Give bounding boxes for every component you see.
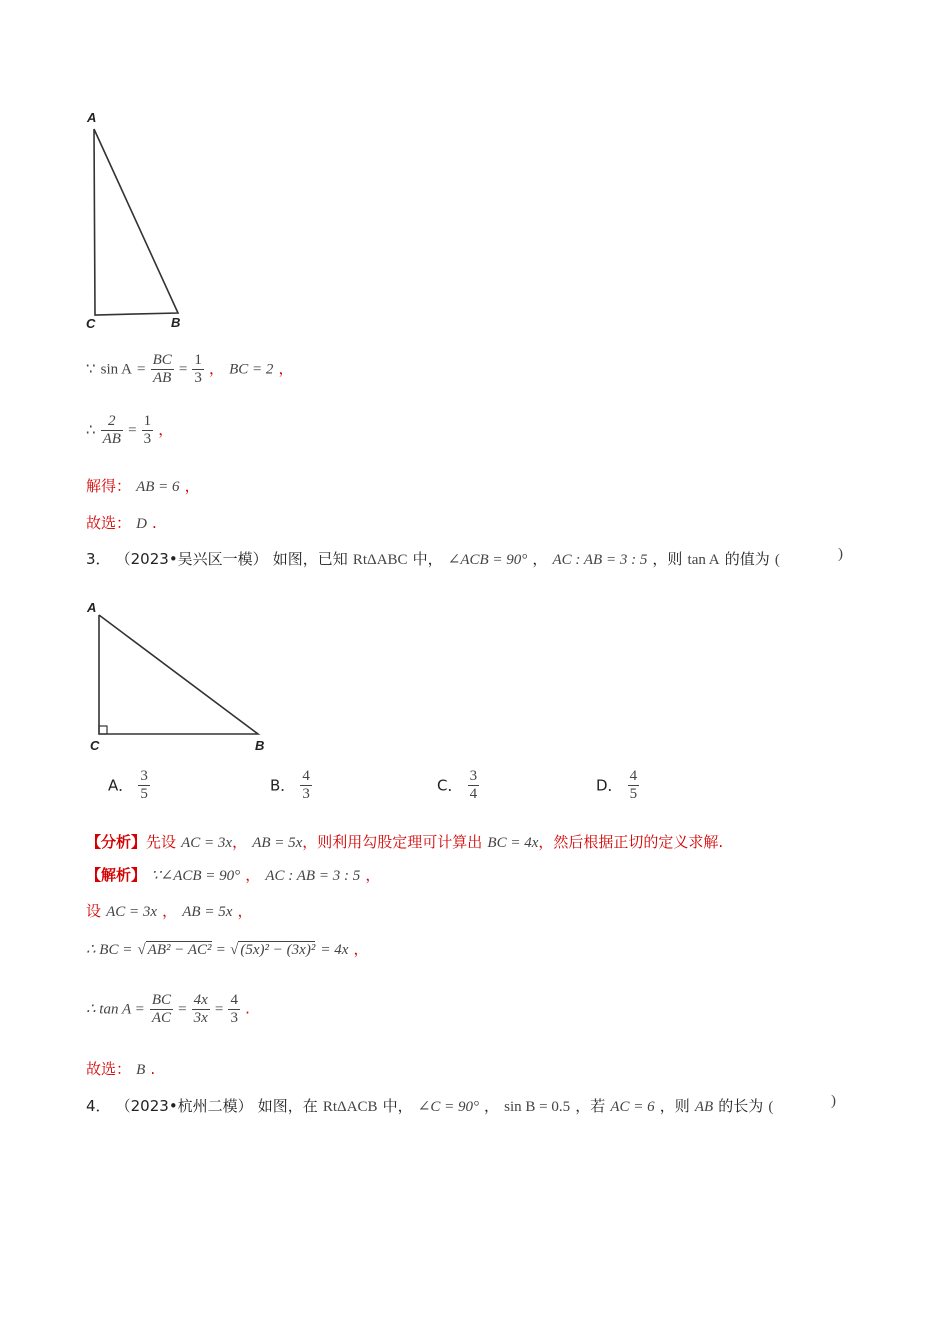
triangle-1-outline bbox=[94, 129, 178, 315]
sqrt-5x-3x: (5x)² − (3x)² bbox=[240, 942, 316, 958]
sqrt-ab-ac: AB² − AC² bbox=[147, 942, 212, 958]
vertex-b-label-2: B bbox=[255, 738, 265, 753]
question-3: 3． （2023•吴兴区一模） 如图，已知 RtΔABC 中， ∠ACB = 90° ， AC : AB = 3 : 5 ，则 tan A 的值为 ( bbox=[86, 550, 780, 568]
sol3-guxuan-line: 故选： B . bbox=[86, 1060, 156, 1078]
question-4: 4． （2023•杭州二模） 如图，在 RtΔACB 中， ∠C = 90° ， sin B = 0.5 ，若 AC = 6 ，则 AB 的长为 ( bbox=[86, 1097, 774, 1115]
sol3-jiexi-line: 【解析】 ∵∠ACB = 90° ， AC : AB = 3 : 5 ， bbox=[86, 866, 381, 884]
sol2-therefore-line: ∴ $\frac{2}{AB}$ = $\frac{1}{3}$ ， bbox=[86, 413, 174, 447]
sol3-bc-line: ∴ BC = √ AB² − AC² = √ (5x)² − (3x)² = 4x ， bbox=[86, 940, 369, 958]
fraction-1-3-b: $\frac{1}{3}$ bbox=[143, 413, 152, 447]
sol2-guxuan-line: 故选： D . bbox=[86, 514, 157, 532]
triangle-figure-1 bbox=[80, 105, 200, 340]
fraction-bc-ac: $\frac{BC}{AC}$ bbox=[151, 992, 171, 1026]
triangle-figure-2 bbox=[80, 600, 280, 755]
vertex-c-label-2: C bbox=[90, 738, 100, 753]
question-3-paren-close: ) bbox=[838, 546, 843, 562]
vertex-b-label-1: B bbox=[171, 315, 181, 330]
vertex-c-label-1: C bbox=[86, 316, 96, 331]
fraction-1-3: $\frac{1}{3}$ bbox=[194, 352, 202, 386]
option-b[interactable]: B． $\frac{4}{3}$ bbox=[270, 768, 310, 802]
triangle-2-outline bbox=[99, 615, 258, 734]
sol2-sin-line: ∵ sin A = $\frac{BC}{AB}$ = $\frac{1}{3}$ ， BC = 2 ， bbox=[86, 352, 294, 386]
option-a[interactable]: A． $\frac{3}{5}$ bbox=[108, 768, 148, 802]
right-angle-marker bbox=[99, 726, 107, 734]
option-c[interactable]: C． $\frac{3}{4}$ bbox=[437, 768, 478, 802]
sol3-analysis: 【分析】先设 AC = 3x， AB = 5x，则利用勾股定理可计算出 BC = 4x，然后根据正切的定义求解. bbox=[86, 833, 724, 851]
sol3-she-line: 设 AC = 3x ， AB = 5x ， bbox=[86, 902, 253, 920]
option-d[interactable]: D． $\frac{4}{5}$ bbox=[596, 768, 638, 802]
fraction-4-3: $\frac{4}{3}$ bbox=[230, 992, 238, 1026]
vertex-a-label-1: A bbox=[87, 110, 97, 125]
fraction-4x-3x: $\frac{4x}{3x}$ bbox=[193, 992, 208, 1026]
fraction-2-ab: $\frac{2}{AB}$ bbox=[102, 413, 121, 447]
question-4-paren-close: ) bbox=[831, 1093, 836, 1109]
sol3-tan-line: ∴ tan A = $\frac{BC}{AC}$ = $\frac{4x}{3x}$ = $\frac{4}{3}$ . bbox=[86, 992, 250, 1026]
vertex-a-label-2: A bbox=[87, 600, 97, 615]
sol2-jiede-line: 解得： AB = 6 ， bbox=[86, 477, 200, 495]
fraction-bc-ab: $\frac{BC}{AB}$ bbox=[152, 352, 172, 386]
